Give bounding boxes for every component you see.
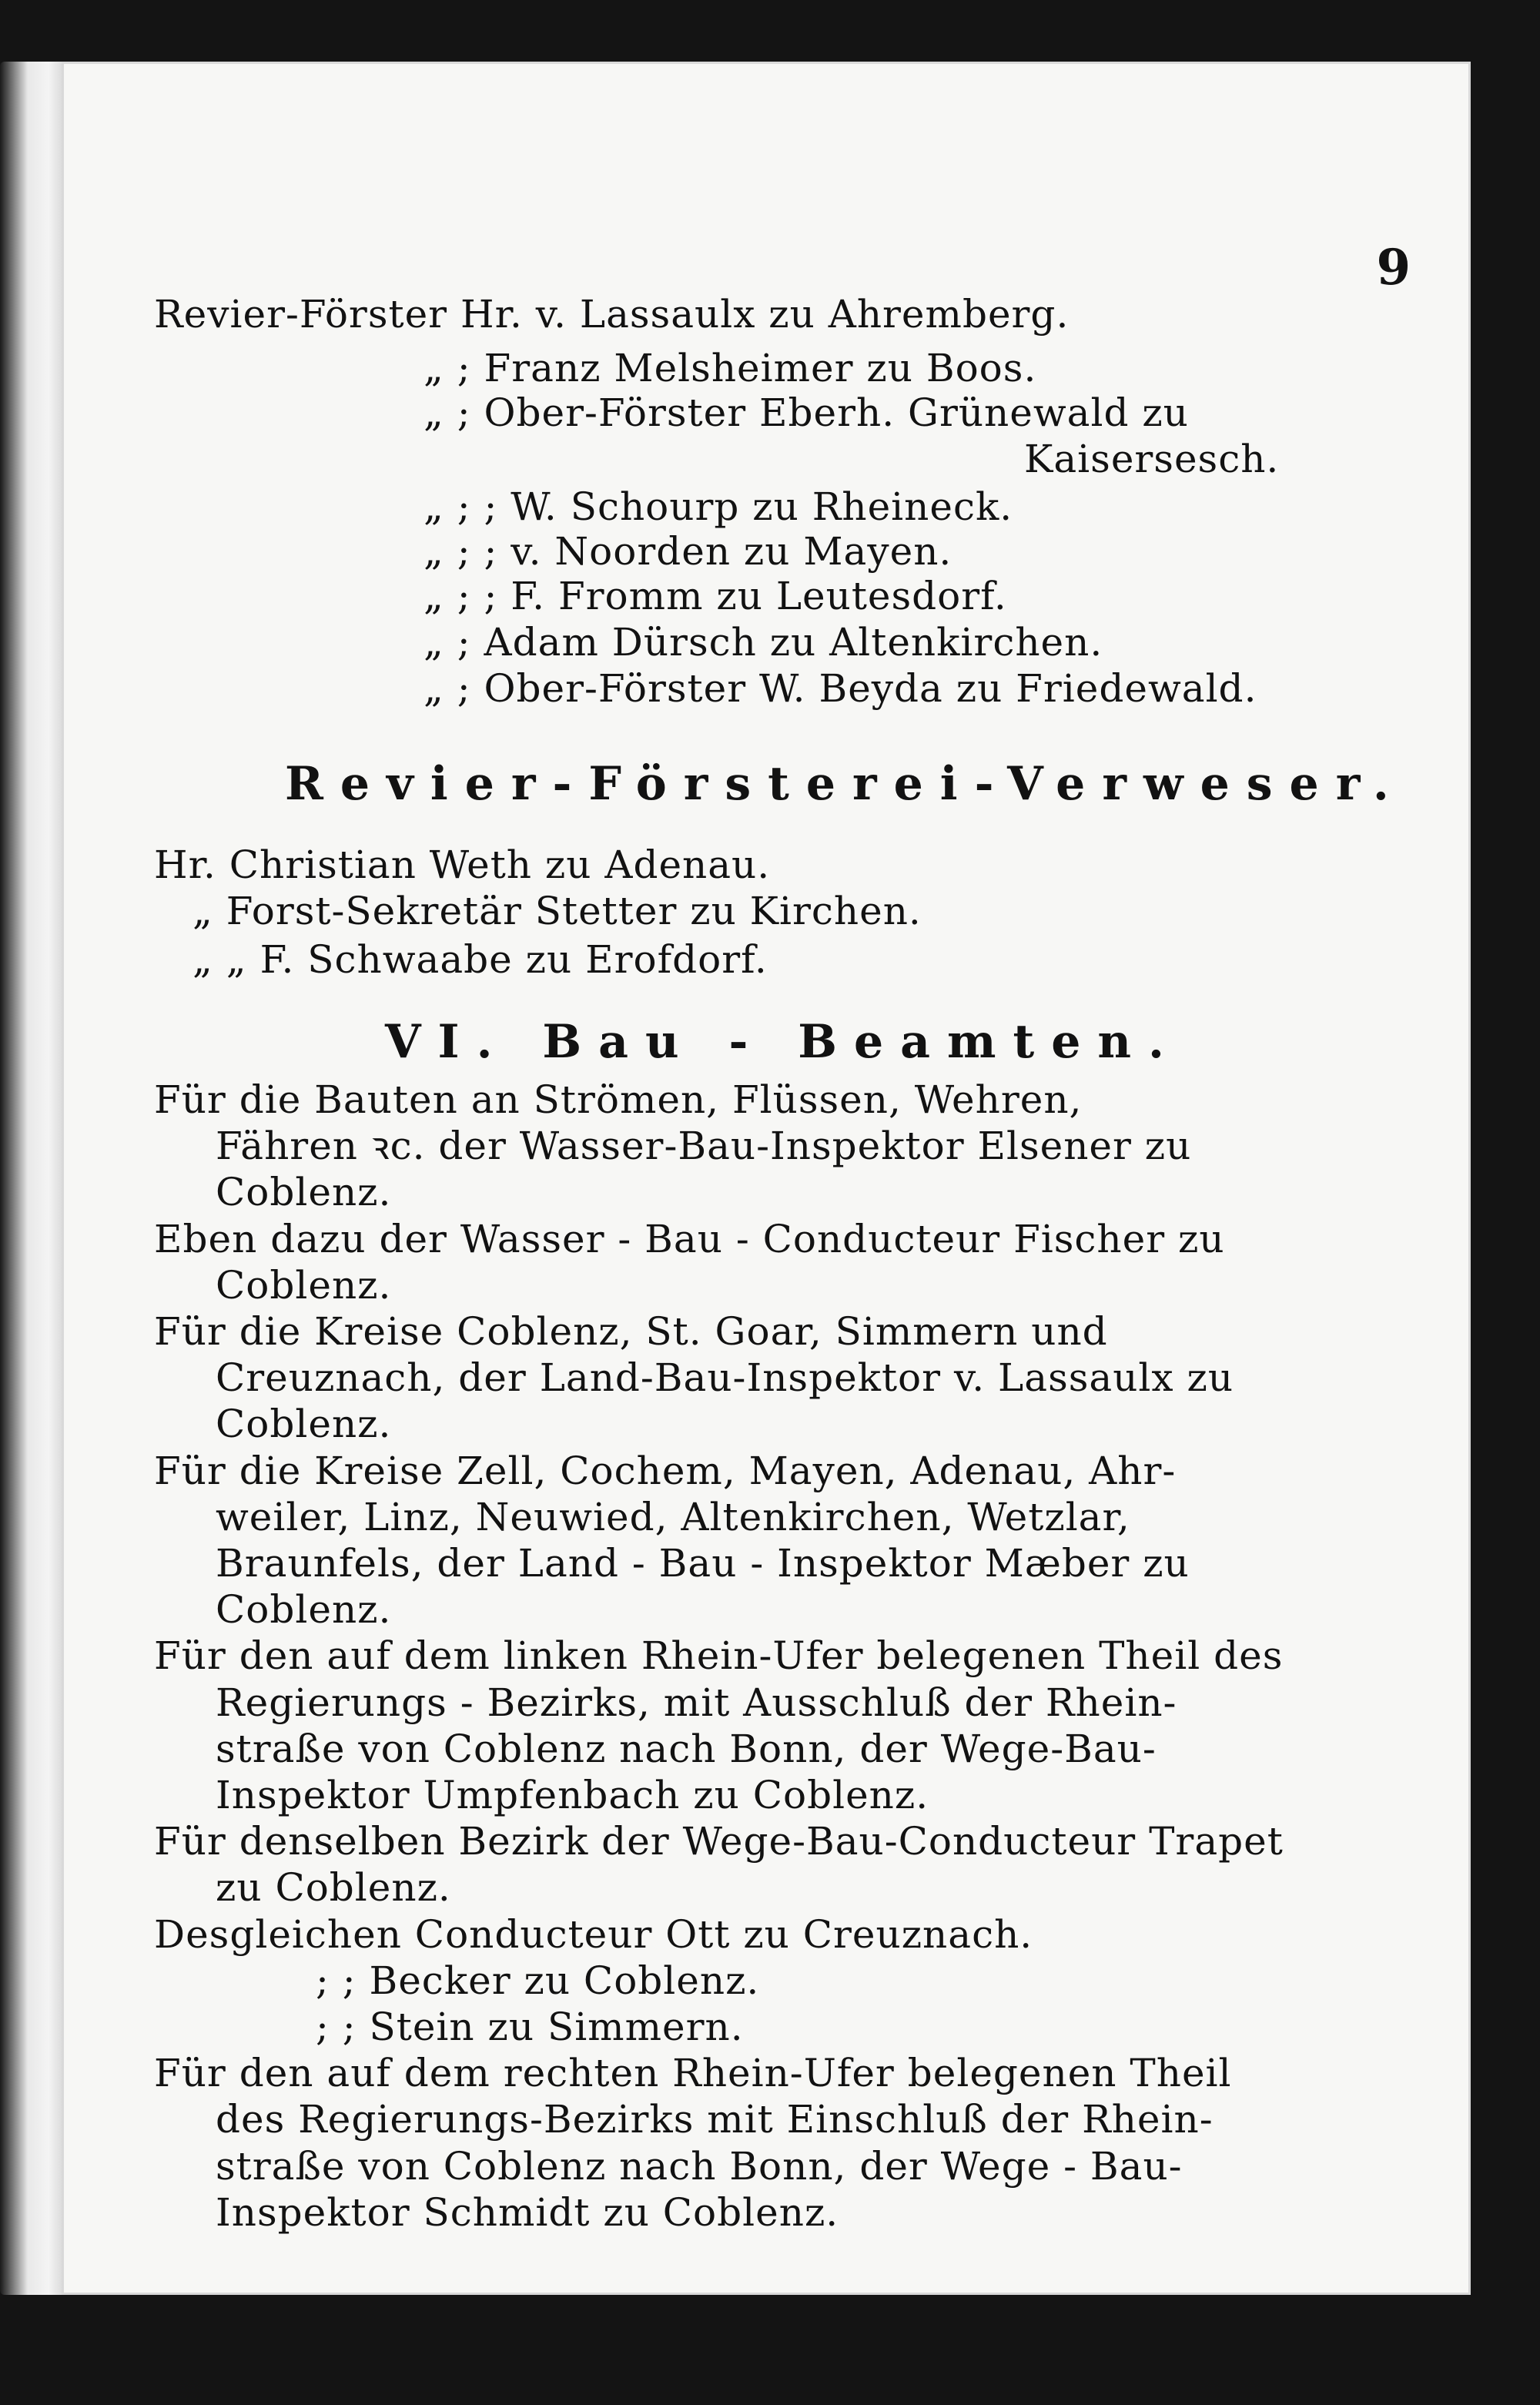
text-line: „ ; Franz Melsheimer zu Boos. bbox=[424, 346, 1037, 390]
text-line: „ ; ; W. Schourp zu Rheineck. bbox=[424, 484, 1013, 529]
section-heading-verweser: Revier-Försterei-Verweser. bbox=[285, 757, 1406, 811]
text-line: Inspektor Umpfenbach zu Coblenz. bbox=[216, 1773, 929, 1817]
book-page bbox=[62, 62, 1471, 2295]
text-line: „ „ F. Schwaabe zu Erofdorf. bbox=[192, 937, 768, 982]
text-line: Hr. Christian Weth zu Adenau. bbox=[154, 842, 771, 887]
text-line: des Regierungs-Bezirks mit Einschluß der Rhein- bbox=[216, 2097, 1214, 2142]
text-line: Fähren ꝛc. der Wasser-Bau-Inspektor Elsener zu bbox=[216, 1124, 1192, 1168]
text-line: „ ; ; F. Fromm zu Leutesdorf. bbox=[424, 574, 1007, 618]
text-line: Coblenz. bbox=[216, 1263, 392, 1308]
text-line: „ ; Ober-Förster W. Beyda zu Friedewald. bbox=[424, 666, 1257, 711]
text-line: Creuznach, der Land-Bau-Inspektor v. Lassaulx zu bbox=[216, 1355, 1234, 1400]
text-line: Für die Kreise Zell, Cochem, Mayen, Adenau, Ahr- bbox=[154, 1449, 1177, 1493]
text-line: Inspektor Schmidt zu Coblenz. bbox=[216, 2190, 839, 2235]
text-line: Für den auf dem linken Rhein-Ufer belegenen Theil des bbox=[154, 1633, 1284, 1678]
text-line: Revier-Förster Hr. v. Lassaulx zu Ahremberg. bbox=[154, 292, 1070, 337]
section-heading-bau-beamten: VI. Bau - Beamten. bbox=[385, 1015, 1181, 1069]
text-line: Coblenz. bbox=[216, 1170, 392, 1214]
text-line: „ ; Adam Dürsch zu Altenkirchen. bbox=[424, 620, 1103, 665]
text-line: Coblenz. bbox=[216, 1587, 392, 1632]
text-line: Für denselben Bezirk der Wege-Bau-Conducteur Trapet bbox=[154, 1819, 1284, 1864]
text-line: Eben dazu der Wasser - Bau - Conducteur Fischer zu bbox=[154, 1217, 1225, 1261]
text-line: ; ; Stein zu Simmern. bbox=[316, 2005, 744, 2049]
text-line: Regierungs - Bezirks, mit Ausschluß der Rhein- bbox=[216, 1680, 1177, 1725]
text-line: Coblenz. bbox=[216, 1402, 392, 1446]
text-line: Desgleichen Conducteur Ott zu Creuznach. bbox=[154, 1912, 1033, 1957]
text-line: „ ; Ober-Förster Eberh. Grünewald zu bbox=[424, 390, 1189, 435]
text-line: weiler, Linz, Neuwied, Altenkirchen, Wetzlar, bbox=[216, 1495, 1130, 1539]
text-line: ; ; Becker zu Coblenz. bbox=[316, 1958, 760, 2003]
text-line: Für den auf dem rechten Rhein-Ufer belegenen Theil bbox=[154, 2051, 1232, 2095]
text-line: zu Coblenz. bbox=[216, 1865, 451, 1910]
text-line: straße von Coblenz nach Bonn, der Wege - Bau- bbox=[216, 2144, 1183, 2189]
text-line: Für die Bauten an Strömen, Flüssen, Wehren, bbox=[154, 1077, 1083, 1122]
left-page-edge bbox=[0, 62, 69, 2295]
page-number: 9 bbox=[1376, 239, 1411, 296]
text-line: Für die Kreise Coblenz, St. Goar, Simmern und bbox=[154, 1309, 1108, 1354]
text-line: straße von Coblenz nach Bonn, der Wege-Bau- bbox=[216, 1727, 1157, 1771]
text-line: Braunfels, der Land - Bau - Inspektor Mæber zu bbox=[216, 1541, 1190, 1586]
text-line: „ ; ; v. Noorden zu Mayen. bbox=[424, 529, 952, 574]
text-line: Kaisersesch. bbox=[1024, 437, 1280, 481]
text-line: „ Forst-Sekretär Stetter zu Kirchen. bbox=[192, 889, 922, 933]
